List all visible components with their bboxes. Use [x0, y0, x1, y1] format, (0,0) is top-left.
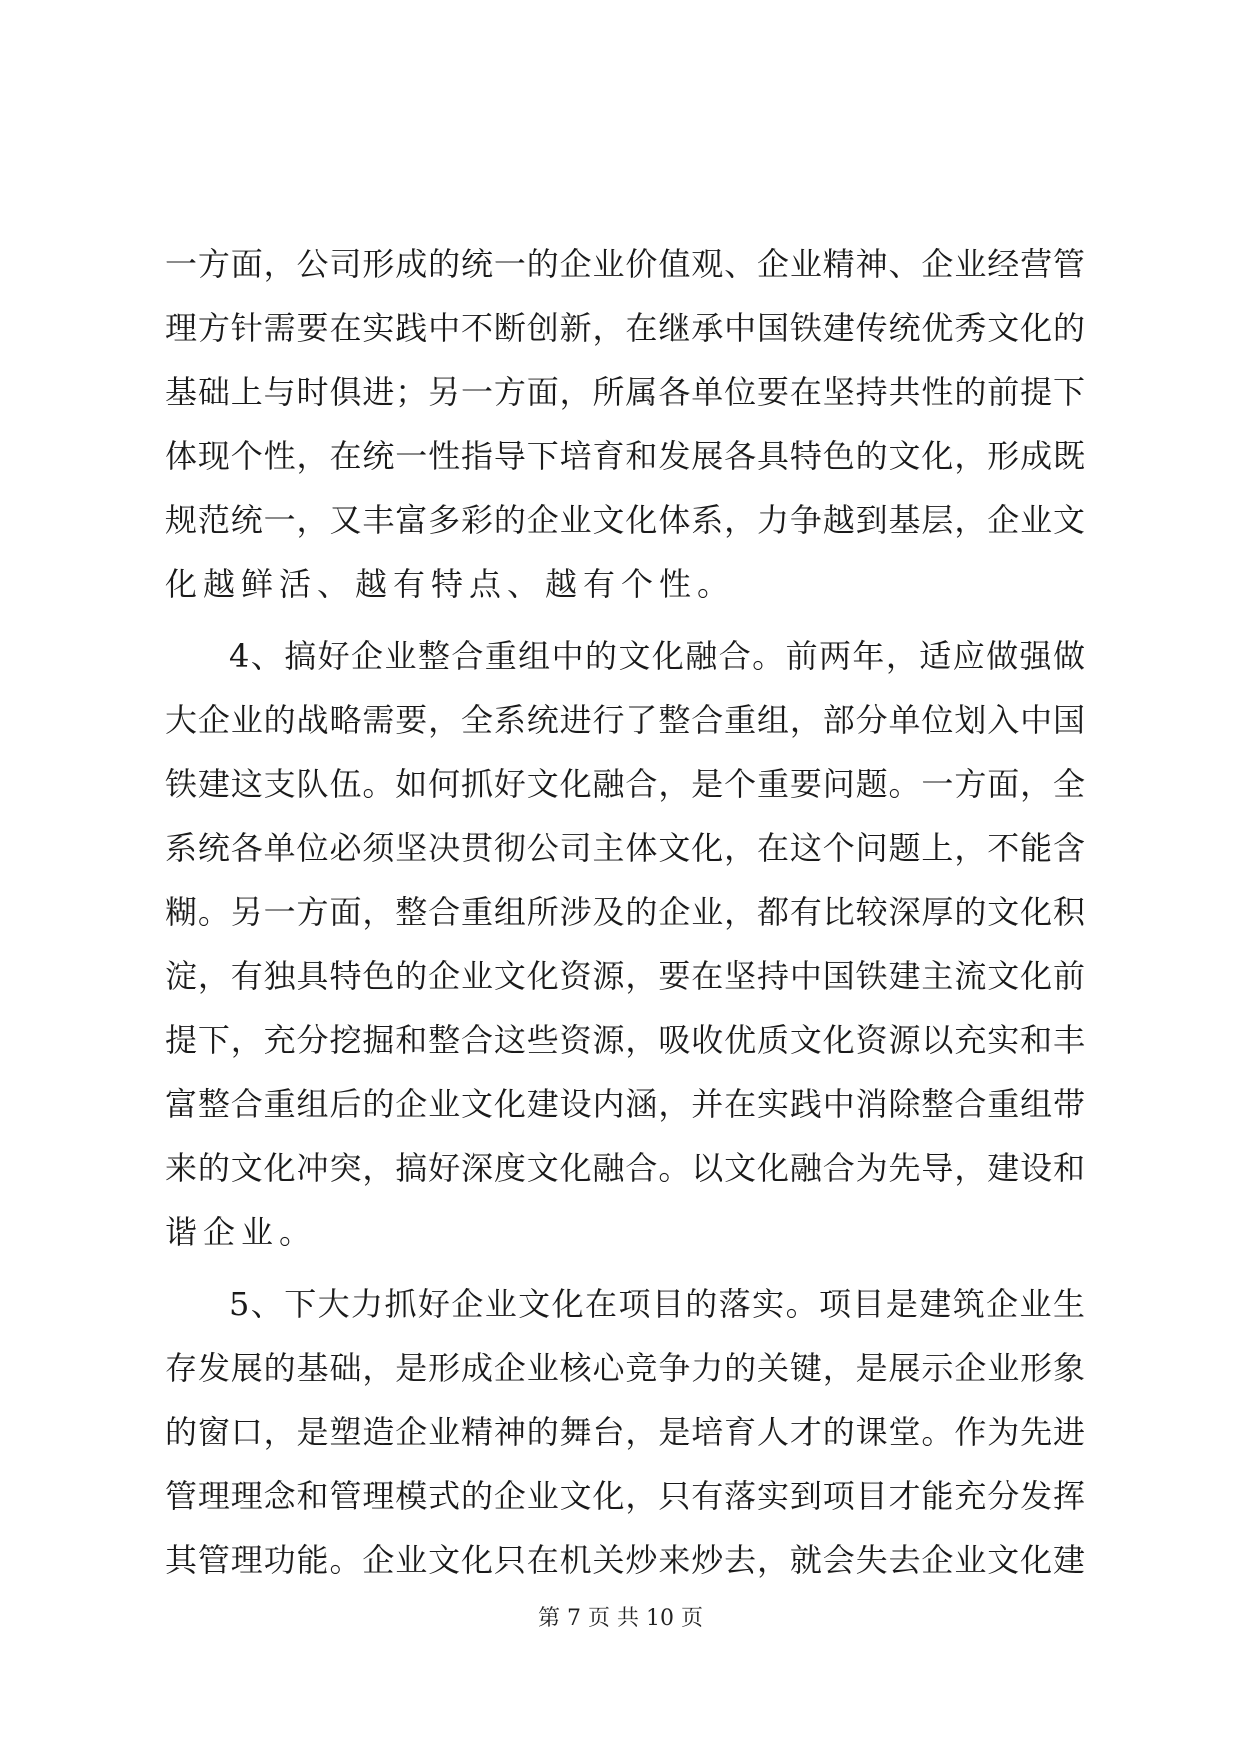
paragraph [165, 1272, 1085, 1592]
text-line: 的窗口，是塑造企业精神的舞台，是培育人才的课堂。作为先进 [165, 1413, 1085, 1451]
text-line: 一方面，公司形成的统一的企业价值观、企业精神、企业经营管 [165, 245, 1085, 283]
text-line: 理方针需要在实践中不断创新，在继承中国铁建传统优秀文化的 [165, 309, 1085, 347]
text-line: 糊。另一方面，整合重组所涉及的企业，都有比较深厚的文化积 [165, 893, 1085, 931]
document-body [165, 232, 1085, 1592]
text-line: 系统各单位必须坚决贯彻公司主体文化，在这个问题上，不能含 [165, 829, 1085, 867]
text-line: 基础上与时俱进；另一方面，所属各单位要在坚持共性的前提下 [165, 373, 1085, 411]
paragraph [165, 232, 1085, 616]
text-line: 富整合重组后的企业文化建设内涵，并在实践中消除整合重组带 [165, 1085, 1085, 1123]
paragraph [165, 624, 1085, 1264]
paragraph-gap [165, 616, 1085, 624]
text-line: 化越鲜活、越有特点、越有个性。 [165, 565, 736, 603]
text-line: 管理理念和管理模式的企业文化，只有落实到项目才能充分发挥 [165, 1477, 1085, 1515]
text-line: 存发展的基础，是形成企业核心竞争力的关键，是展示企业形象 [165, 1349, 1085, 1387]
text-line: 铁建这支队伍。如何抓好文化融合，是个重要问题。一方面，全 [165, 765, 1085, 803]
text-line: 规范统一，又丰富多彩的企业文化体系，力争越到基层，企业文 [165, 501, 1085, 539]
text-line: 淀，有独具特色的企业文化资源，要在坚持中国铁建主流文化前 [165, 957, 1085, 995]
text-line: 大企业的战略需要，全系统进行了整合重组，部分单位划入中国 [165, 701, 1085, 739]
text-line: 体现个性，在统一性指导下培育和发展各具特色的文化，形成既 [165, 437, 1085, 475]
text-line: 谐企业。 [165, 1213, 318, 1251]
page-number: 第 7 页 共 10 页 [538, 1606, 703, 1631]
page-footer [0, 1604, 1241, 1634]
text-line: 来的文化冲突，搞好深度文化融合。以文化融合为先导，建设和 [165, 1149, 1085, 1187]
text-line: 其管理功能。企业文化只在机关炒来炒去，就会失去企业文化建 [165, 1541, 1085, 1579]
text-line: 5、下大力抓好企业文化在项目的落实。项目是建筑企业生 [229, 1285, 1085, 1323]
paragraph-gap [165, 1264, 1085, 1272]
text-line: 提下，充分挖掘和整合这些资源，吸收优质文化资源以充实和丰 [165, 1021, 1085, 1059]
text-line: 4、搞好企业整合重组中的文化融合。前两年，适应做强做 [229, 637, 1085, 675]
